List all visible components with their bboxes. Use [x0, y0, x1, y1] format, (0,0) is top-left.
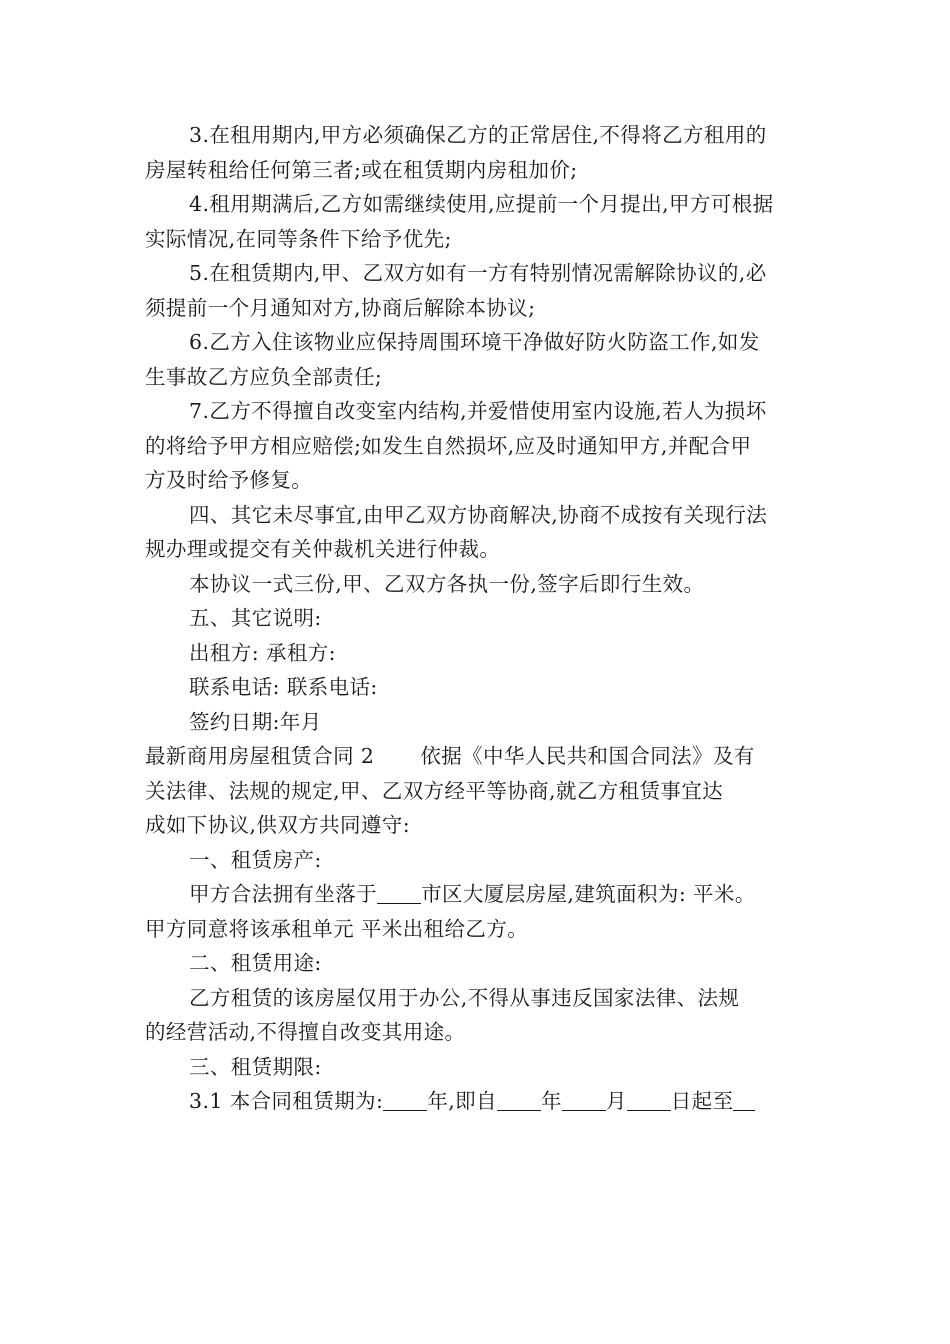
contract-2-intro-line-3: 成如下协议,供双方共同遵守: — [145, 813, 411, 837]
section-5-heading: 五、其它说明: — [189, 606, 322, 630]
blank-field — [497, 1088, 541, 1111]
section-4-line-2: 规办理或提交有关仲裁机关进行仲裁。 — [145, 537, 501, 561]
location-suffix: 市区大厦层房屋,建筑面积为: 平米。 — [421, 882, 756, 906]
document-page — [145, 118, 810, 1119]
blank-field — [627, 1088, 671, 1111]
contract-2-title: 最新商用房屋租赁合同 2 — [145, 744, 375, 768]
contract-2-intro-line-1: 依据《中华人民共和国合同法》及有 — [420, 744, 755, 768]
clause-6-line-2: 生事故乙方应负全部责任; — [145, 364, 383, 389]
copies-statement: 本协议一式三份,甲、乙双方各执一份,签字后即行生效。 — [189, 571, 705, 596]
contract-2-section-2-line-2: 的经营活动,不得擅自改变其用途。 — [145, 1020, 466, 1044]
term-year-text: 年 — [540, 1089, 562, 1113]
lessor-lessee-line: 出租方: 承租方: — [189, 640, 336, 665]
contract-2-section-1-line-2: 甲方同意将该承租单元 平米出租给乙方。 — [145, 916, 529, 941]
clause-3-line-1: 3.在租用期内,甲方必须确保乙方的正常居住,不得将乙方租用的 — [189, 123, 767, 147]
clause-7-line-2: 的将给予甲方相应赔偿;如发生自然损坏,应及时通知甲方,并配合甲 — [145, 433, 752, 458]
clause-6-line-1: 6.乙方入住该物业应保持周围环境干净做好防火防盗工作,如发 — [189, 330, 760, 354]
blank-field — [562, 1088, 606, 1111]
sign-date-line: 签约日期:年月 — [189, 709, 322, 734]
term-years-text: 年,即自 — [427, 1089, 497, 1113]
clause-4-line-2: 实际情况,在同等条件下给予优先; — [145, 226, 452, 251]
clause-5-line-1: 5.在租赁期内,甲、乙双方如有一方有特别情况需解除协议的,必 — [189, 261, 767, 285]
clause-4-line-1: 4.租用期满后,乙方如需继续使用,应提前一个月提出,甲方可根据 — [189, 192, 774, 216]
contract-2-section-3-heading: 三、租赁期限: — [189, 1054, 322, 1079]
clause-7-line-3: 方及时给予修复。 — [145, 468, 313, 492]
contract-2-section-1-heading: 一、租赁房产: — [189, 847, 322, 872]
location-prefix: 甲方合法拥有坐落于 — [189, 882, 378, 906]
contract-2-section-1-line-1 — [145, 877, 810, 912]
blank-field — [377, 881, 421, 904]
clause-3-line-2: 房屋转租给任何第三者;或在租赁期内房租加价; — [145, 157, 578, 182]
term-month-text: 月 — [605, 1089, 627, 1113]
phone-line: 联系电话: 联系电话: — [189, 675, 378, 699]
contract-2-section-2-line-1: 乙方租赁的该房屋仅用于办公,不得从事违反国家法律、法规 — [189, 985, 740, 1010]
clause-5-line-2: 须提前一个月通知对方,协商后解除本协议; — [145, 295, 536, 320]
contract-2-section-3-1-line — [145, 1084, 810, 1119]
term-day-text: 日起至 — [670, 1089, 734, 1113]
clause-7-line-1: 7.乙方不得擅自改变室内结构,并爱惜使用室内设施,若人为损坏 — [189, 399, 767, 423]
contract-2-intro-line-2: 关法律、法规的规定,甲、乙双方经平等协商,就乙方租赁事宜达 — [145, 778, 724, 803]
term-label: 3.1 本合同租赁期为: — [189, 1089, 384, 1113]
contract-2-section-2-heading: 二、租赁用途: — [189, 951, 322, 975]
blank-field — [383, 1088, 427, 1111]
contract-2-title-line — [145, 739, 810, 774]
blank-field — [733, 1088, 755, 1111]
section-4-line-1: 四、其它未尽事宜,由甲乙双方协商解决,协商不成按有关现行法 — [189, 502, 768, 527]
